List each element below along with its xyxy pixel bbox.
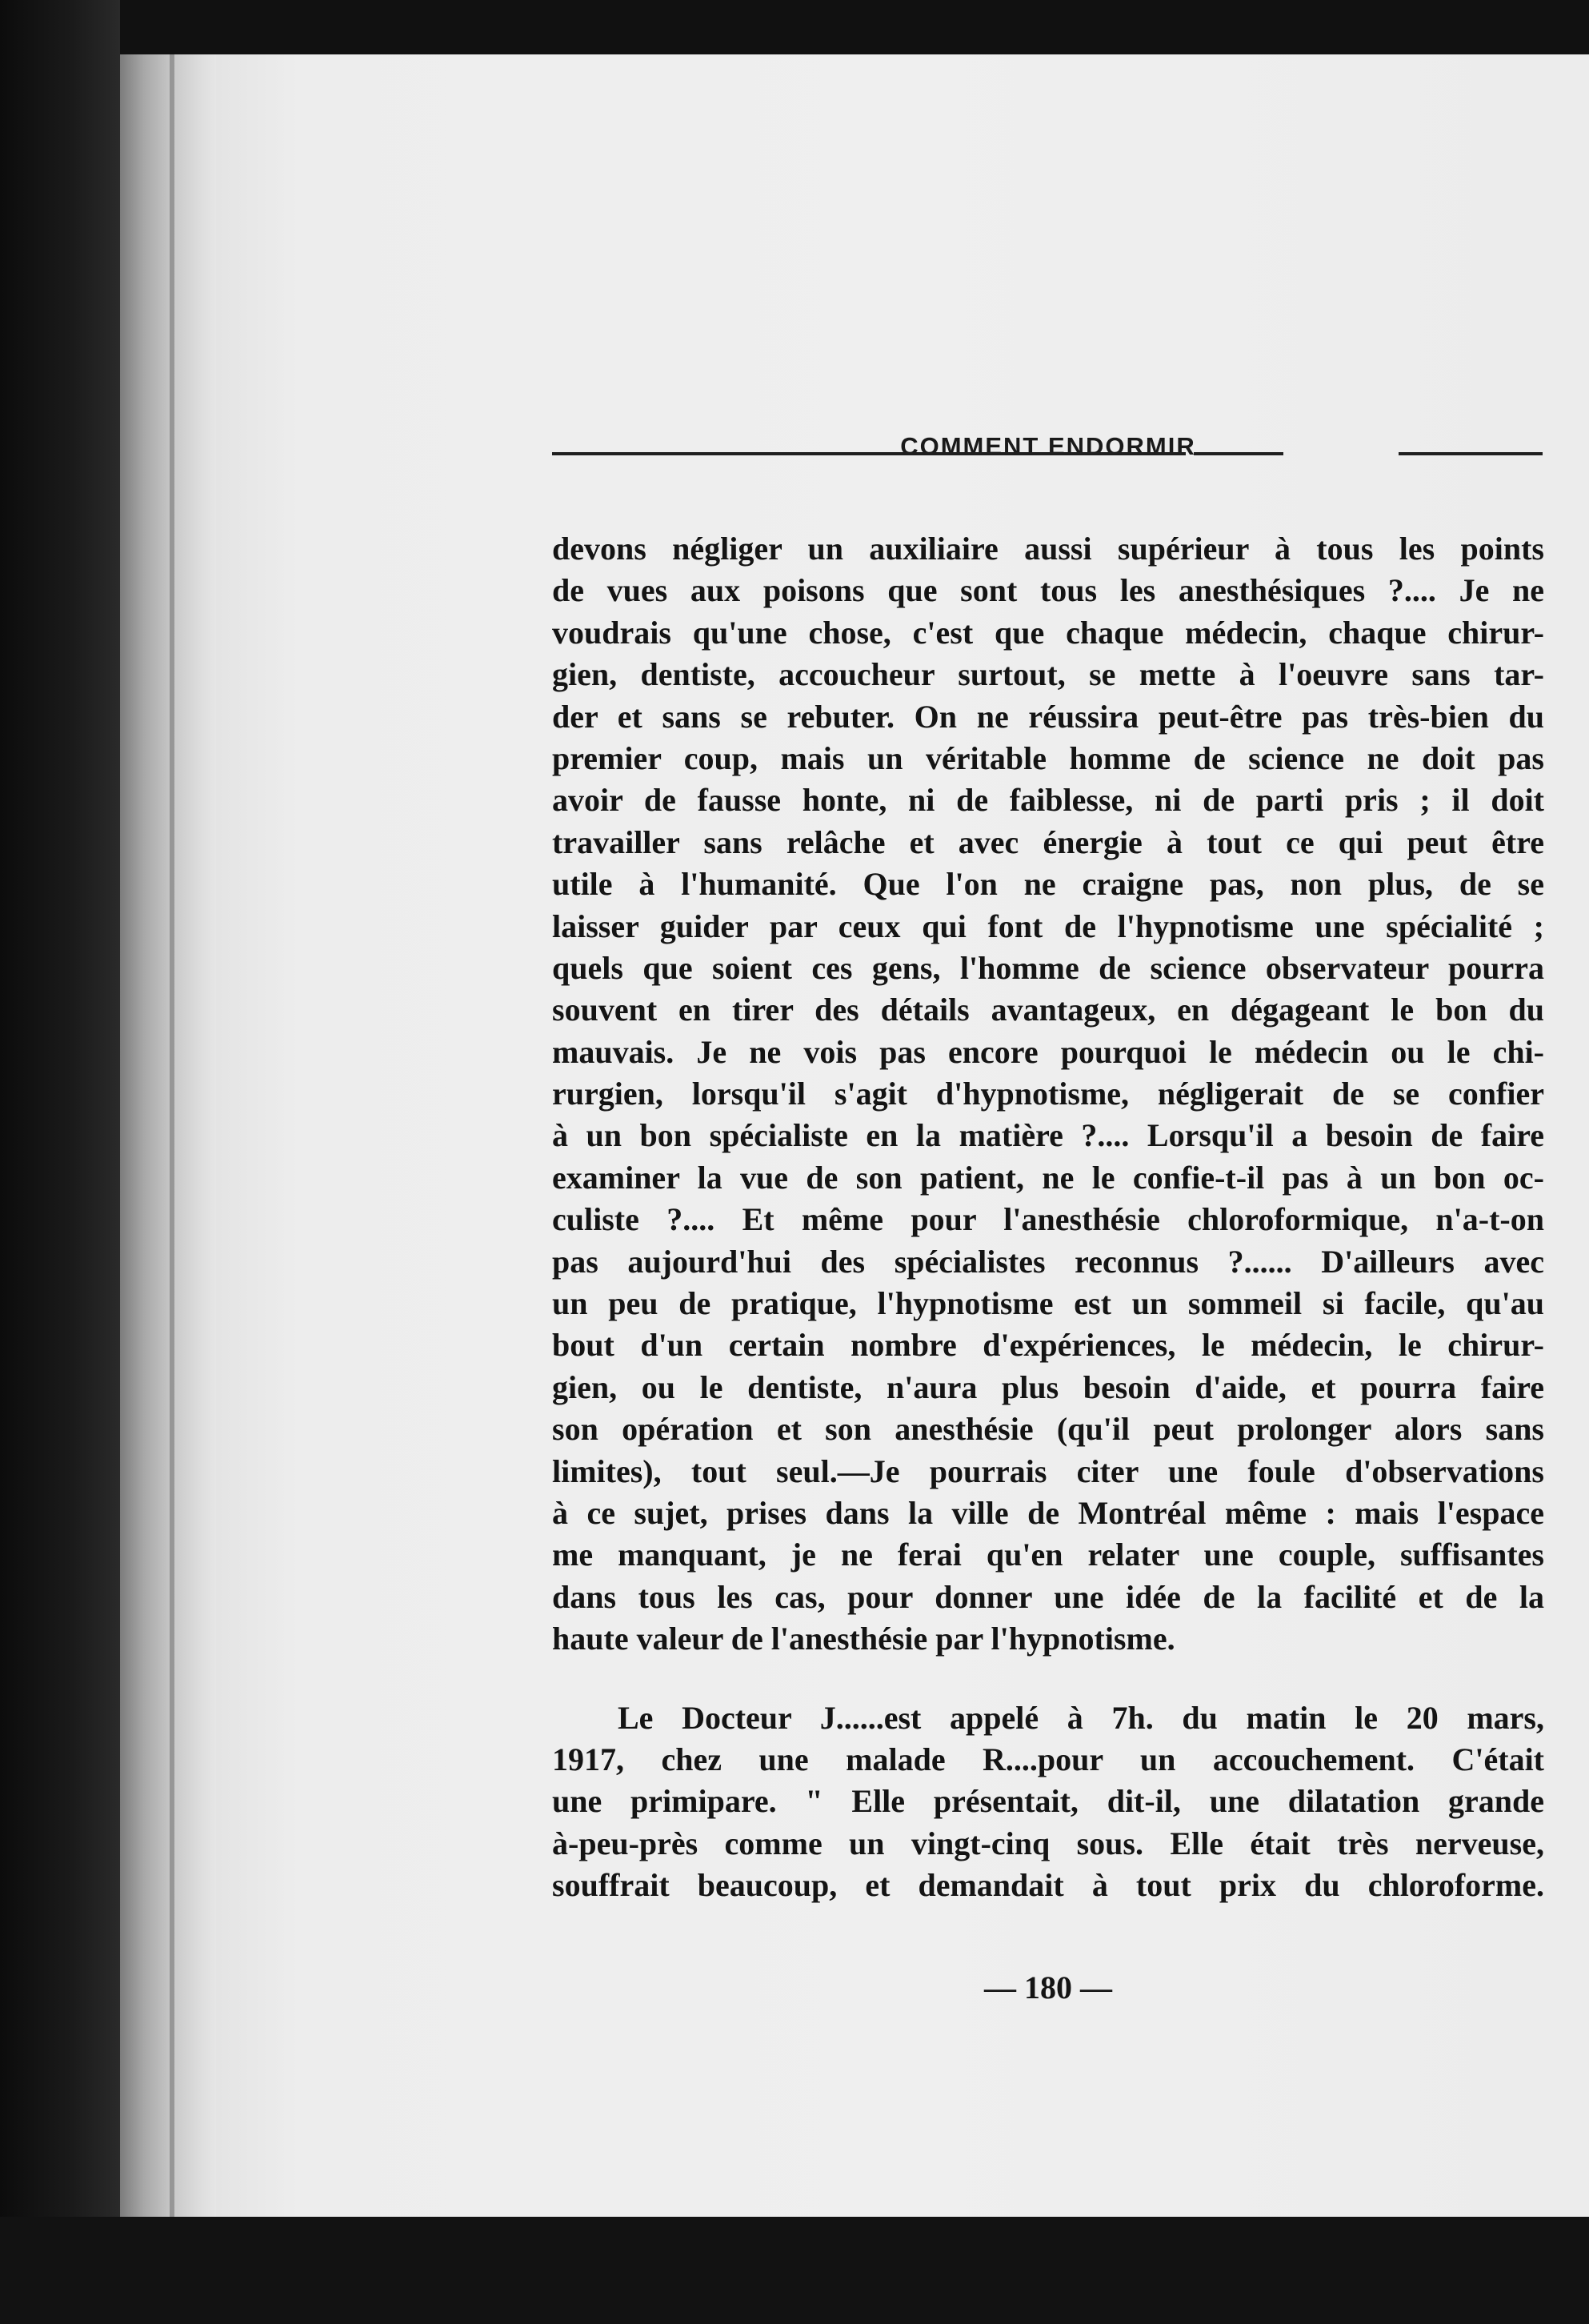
header-rule-right <box>1399 452 1543 455</box>
scan-border-top <box>0 0 1589 58</box>
text-line: voudrais qu'une chose, c'est que chaque médecin, chaque chirur- <box>552 614 1544 651</box>
text-line: travailler sans relâche et avec énergie à tout ce qui peut être <box>552 823 1544 860</box>
text-line: à un bon spécialiste en la matière ?.... Lorsqu'il a besoin de faire <box>552 1117 1544 1154</box>
text-line: culiste ?.... Et même pour l'anesthésie chloroformique, n'a-t-on <box>552 1201 1544 1238</box>
text-line: quels que soient ces gens, l'homme de science observateur pourra <box>552 949 1544 986</box>
text-line: limites), tout seul.—Je pourrais citer une foule d'observations <box>552 1452 1544 1489</box>
text-line: Le Docteur J......est appelé à 7h. du matin le 20 mars, <box>618 1699 1544 1736</box>
body-text <box>552 528 1544 1907</box>
text-line: souvent en tirer des détails avantageux, en dégageant le bon du <box>552 992 1544 1028</box>
text-line: me manquant, je ne ferai qu'en relater une couple, suffisantes <box>552 1537 1544 1573</box>
book-binding-edge <box>120 54 216 2217</box>
paragraph-gap <box>552 1661 1544 1697</box>
text-line: un peu de pratique, l'hypnotisme est un sommeil si facile, qu'au <box>552 1285 1544 1322</box>
text-line: gien, dentiste, accoucheur surtout, se mette à l'oeuvre sans tar- <box>552 656 1544 693</box>
header-rule-left <box>552 452 1186 455</box>
text-line: 1917, chez une malade R....pour un accouchement. C'était <box>552 1741 1544 1777</box>
text-line: gien, ou le dentiste, n'aura plus besoin d'aide, et pourra faire <box>552 1368 1544 1405</box>
text-line: une primipare. " Elle présentait, dit-il, une dilatation grande <box>552 1783 1544 1820</box>
binding-fold-line <box>170 54 174 2217</box>
scan-border-left <box>0 0 120 2324</box>
text-line: der et sans se rebuter. On ne réussira peut-être pas très-bien du <box>552 698 1544 735</box>
text-line: de vues aux poisons que sont tous les anesthésiques ?.... Je ne <box>552 572 1544 609</box>
text-line: haute valeur de l'anesthésie par l'hypnotisme. <box>552 1621 1175 1657</box>
running-head: COMMENT ENDORMIR <box>900 432 1196 460</box>
text-line: examiner la vue de son patient, ne le confie-t-il pas à un bon oc- <box>552 1159 1544 1196</box>
text-line: mauvais. Je ne vois pas encore pourquoi le médecin ou le chi- <box>552 1033 1544 1070</box>
text-line: son opération et son anesthésie (qu'il peut prolonger alors sans <box>552 1411 1544 1448</box>
paragraph <box>552 528 1544 1661</box>
text-line: à ce sujet, prises dans la ville de Montréal même : mais l'espace <box>552 1494 1544 1531</box>
paragraph <box>552 1697 1544 1907</box>
text-line: rurgien, lorsqu'il s'agit d'hypnotisme, négligerait de se confier <box>552 1076 1544 1112</box>
text-line: souffrait beaucoup, et demandait à tout prix du chloroforme. <box>552 1867 1544 1904</box>
scan-border-bottom <box>0 2217 1589 2324</box>
text-line: laisser guider par ceux qui font de l'hypnotisme une spécialité ; <box>552 908 1544 944</box>
text-line: bout d'un certain nombre d'expériences, le médecin, le chirur- <box>552 1327 1544 1364</box>
text-line: à-peu-près comme un vingt-cinq sous. Elle était très nerveuse, <box>552 1825 1544 1861</box>
text-line: utile à l'humanité. Que l'on ne craigne pas, non plus, de se <box>552 866 1544 903</box>
text-line: avoir de fausse honte, ni de faiblesse, ni de parti pris ; il doit <box>552 782 1544 819</box>
text-line: pas aujourd'hui des spécialistes reconnus ?...... D'ailleurs avec <box>552 1243 1544 1280</box>
header-rule-middle <box>1194 452 1283 455</box>
text-line: premier coup, mais un véritable homme de science ne doit pas <box>552 739 1544 776</box>
text-line: dans tous les cas, pour donner une idée de la facilité et de la <box>552 1578 1544 1615</box>
text-line: devons négliger un auxiliaire aussi supérieur à tous les points <box>552 531 1544 567</box>
page-number: — 180 — <box>984 1969 1112 2005</box>
